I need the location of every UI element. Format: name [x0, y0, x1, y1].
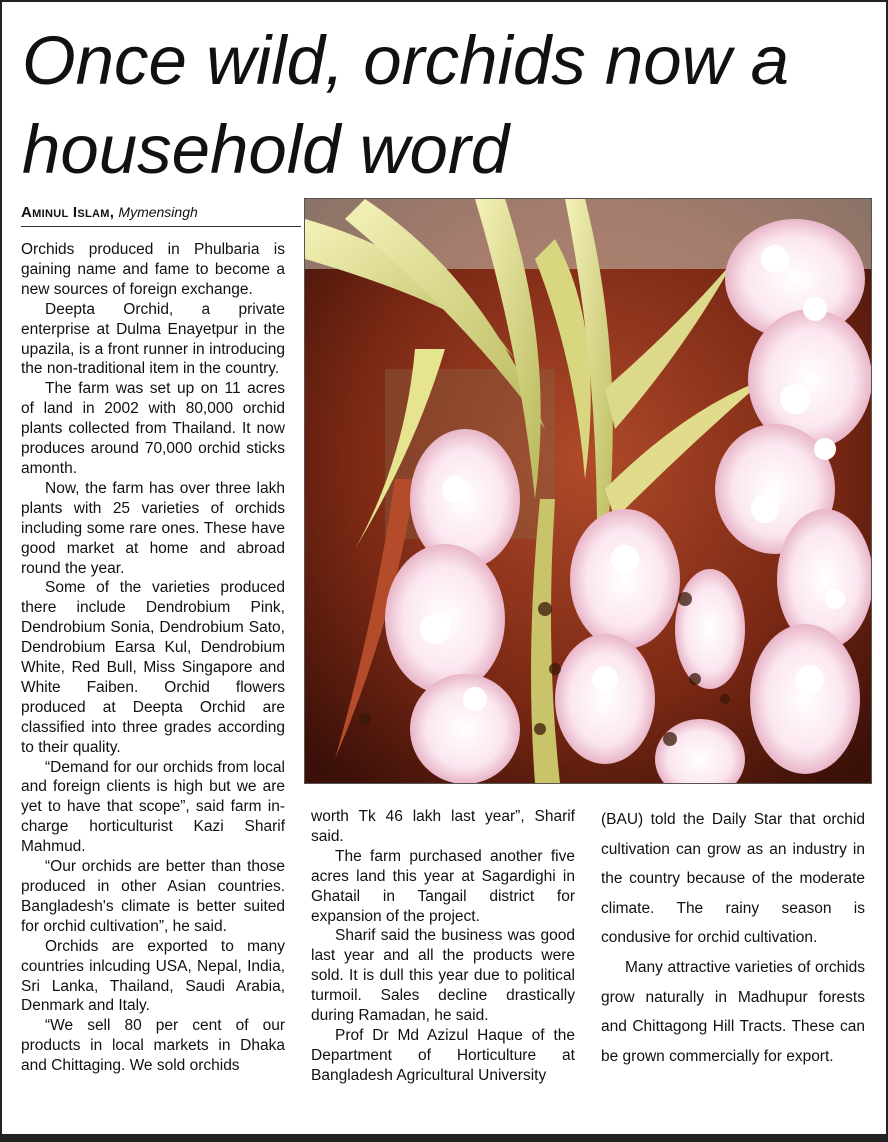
- paragraph: Many attractive varieties of orchids grow naturally in Madhupur forests and Chittagong Hill Tracts. These can be grown commercially for export.: [601, 958, 865, 1065]
- paragraph: Now, the farm has over three lakh plants with 25 varieties of orchids including some rare ones. These have good market at home and abroad round the year.: [21, 479, 285, 577]
- byline-author: Aminul Islam,: [21, 204, 115, 221]
- byline-location: Mymensingh: [118, 204, 198, 220]
- orchid-photo: [304, 198, 872, 784]
- paragraph: (BAU) told the Daily Star that orchid cultivation can grow as an industry in the country because of the moderate climate. The rainy season is condusive for orchid cultivation.: [601, 811, 865, 947]
- article-column-2: [311, 807, 575, 1086]
- paragraph: Orchids produced in Phulbaria is gaining name and fame to become a new sources of foreign exchange.: [21, 241, 285, 298]
- paragraph: “Our orchids are better than those produced in other Asian countries. Bangladesh's climate is better suited for orchid cultivation”, he said.: [21, 858, 285, 935]
- paragraph: Prof Dr Md Azizul Haque of the Department of Horticulture at Bangladesh Agricultural University: [311, 1026, 575, 1084]
- paragraph: “Demand for our orchids from local and foreign clients is high but we are yet to have that scope”, said farm in-charge horticulturist Kazi Sharif Mahmud.: [21, 758, 285, 856]
- article-column-1: [21, 240, 285, 1076]
- paragraph: “We sell 80 per cent of our products in local markets in Dhaka and Chittaging. We sold orchids: [21, 1017, 285, 1075]
- paragraph: worth Tk 46 lakh last year”, Sharif said.: [311, 808, 575, 845]
- paragraph: Orchids are exported to many countries inlcuding USA, Nepal, India, Sri Lanka, Thailand, Saudi Arabia, Denmark and Italy.: [21, 937, 285, 1015]
- paragraph: The farm purchased another five acres land this year at Sagardighi in Ghatail in Tangail district for expansion of the project.: [311, 847, 575, 925]
- headline: Once wild, orchids now a household word: [22, 22, 790, 188]
- article-column-3: [601, 805, 865, 1071]
- byline: [21, 202, 301, 227]
- paragraph: Some of the varieties produced there include Dendrobium Pink, Dendrobium Sonia, Dendrobium Sato, Dendrobium Earsa Kul, Dendrobium White, Red Bull, Miss Singapore and White Faiben. Orchid flowers produced at Deepta Orchid are classified into three grades according to their quality.: [21, 579, 285, 756]
- paragraph: Sharif said the business was good last year and all the products were sold. It is dull this year due to political turmoil. Sales decline drastically during Ramadan, he said.: [311, 927, 575, 1025]
- paragraph: The farm was set up on 11 acres of land in 2002 with 80,000 orchid plants collected from Thailand. It now produces around 70,000 orchid sticks amonth.: [21, 380, 285, 477]
- paragraph: Deepta Orchid, a private enterprise at Dulma Enayetpur in the upazila, is a front runner in introducing the non-traditional item in the country.: [21, 300, 285, 378]
